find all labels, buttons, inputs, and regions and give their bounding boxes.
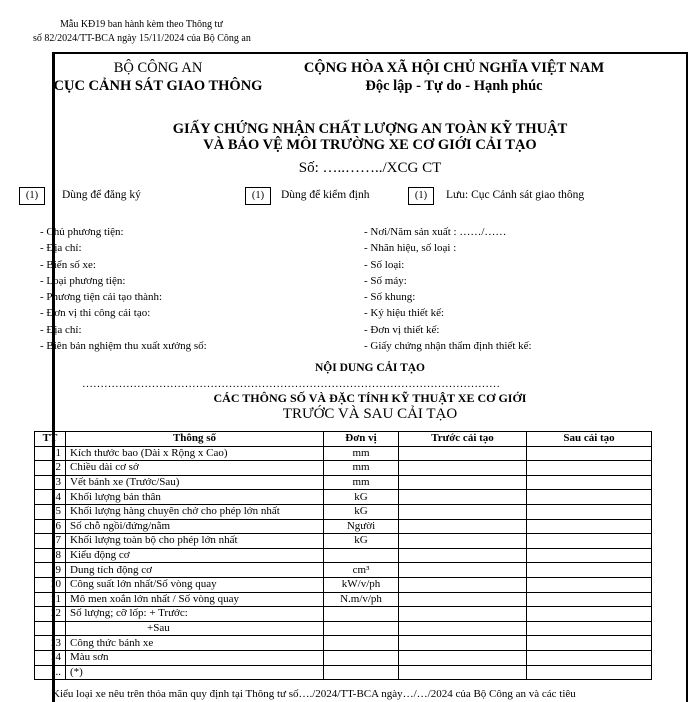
field-modified-into: - Phương tiện cải tạo thành:	[40, 291, 163, 304]
row-before[interactable]	[399, 490, 527, 505]
row-before[interactable]	[399, 548, 527, 563]
row-param: Mô men xoắn lớn nhất / Số vòng quay	[66, 592, 324, 607]
row-before[interactable]	[399, 461, 527, 476]
table-header-row	[35, 432, 652, 447]
row-tt: 5	[35, 504, 66, 519]
row-param: Số lượng; cỡ lốp: + Trước:	[66, 607, 324, 622]
row-param: Màu sơn	[66, 650, 324, 665]
row-after[interactable]	[527, 475, 652, 490]
field-design-unit: - Đơn vị thiết kế:	[364, 323, 440, 336]
row-unit	[324, 621, 399, 636]
row-before[interactable]	[399, 650, 527, 665]
row-param: Khối lượng bản thân	[66, 490, 324, 505]
row-after[interactable]	[527, 548, 652, 563]
field-design-certificate: - Giấy chứng nhận thẩm định thiết kế:	[364, 340, 532, 353]
row-before[interactable]	[399, 563, 527, 578]
field-brand-model: - Nhãn hiệu, số loại :	[364, 242, 457, 255]
row-unit: kG	[324, 504, 399, 519]
field-model-number: - Số loại:	[364, 258, 405, 271]
row-after[interactable]	[527, 534, 652, 549]
table-row	[35, 548, 652, 563]
row-param: Kích thước bao (Dài x Rộng x Cao)	[66, 446, 324, 461]
field-origin-year: - Nơi/Năm sản xuất : ……/……	[364, 226, 507, 238]
table-row	[35, 577, 652, 592]
copy-label-registration: Dùng để đăng ký	[62, 189, 141, 201]
row-tt: 7	[35, 534, 66, 549]
row-tt: 2	[35, 461, 66, 476]
table-row	[35, 621, 652, 636]
row-tt: 10	[35, 577, 66, 592]
row-after[interactable]	[527, 592, 652, 607]
specs-heading-line2: TRƯỚC VÀ SAU CẢI TẠO	[282, 406, 458, 422]
row-after[interactable]	[527, 504, 652, 519]
form-note-line2: số 82/2024/TT-BCA ngày 15/11/2024 của Bộ Công an	[33, 33, 251, 44]
field-owner: - Chủ phương tiện:	[40, 226, 124, 238]
table-row	[35, 490, 652, 505]
row-unit: kG	[324, 534, 399, 549]
table-row	[35, 446, 652, 461]
copy-mark-archive: (1)	[408, 187, 434, 205]
national-name: CỘNG HÒA XÃ HỘI CHỦ NGHĨA VIỆT NAM	[303, 60, 605, 76]
row-param: Công thức bánh xe	[66, 636, 324, 651]
header-tt: TT	[35, 432, 66, 447]
row-unit	[324, 636, 399, 651]
field-acceptance-record: - Biên bản nghiệm thu xuất xưởng số:	[40, 340, 207, 353]
row-tt: ...	[35, 665, 66, 680]
row-before[interactable]	[399, 475, 527, 490]
row-unit: cm³	[324, 563, 399, 578]
header-unit: Đơn vị	[324, 432, 399, 447]
vehicle-fields-right	[364, 224, 532, 354]
table-row	[35, 475, 652, 490]
row-before[interactable]	[399, 592, 527, 607]
row-before[interactable]	[399, 607, 527, 622]
row-param: Kiểu động cơ	[66, 548, 324, 563]
field-chassis-number: - Số khung:	[364, 291, 416, 304]
copy-mark-inspection: (1)	[245, 187, 271, 205]
row-tt: 9	[35, 563, 66, 578]
row-after[interactable]	[527, 461, 652, 476]
row-unit	[324, 665, 399, 680]
row-after[interactable]	[527, 577, 652, 592]
content-dots: ……………………………………………………………………………………………………	[82, 378, 500, 390]
table-row	[35, 519, 652, 534]
row-param: Số chỗ ngồi/đứng/nằm	[66, 519, 324, 534]
table-row	[35, 650, 652, 665]
row-unit: mm	[324, 461, 399, 476]
copy-mark-registration: (1)	[19, 187, 45, 205]
row-tt: 14	[35, 650, 66, 665]
row-after[interactable]	[527, 636, 652, 651]
specs-table	[34, 431, 652, 680]
department-name: CỤC CẢNH SÁT GIAO THÔNG	[53, 78, 263, 94]
row-tt: 8	[35, 548, 66, 563]
header-after: Sau cải tạo	[527, 432, 652, 447]
header-parameter: Thông số	[66, 432, 324, 447]
field-design-code: - Ký hiệu thiết kế:	[364, 307, 445, 320]
vehicle-fields-left	[40, 224, 207, 354]
row-unit: mm	[324, 446, 399, 461]
content-heading: NỘI DUNG CẢI TẠO	[314, 362, 425, 374]
field-engine-number: - Số máy:	[364, 274, 407, 287]
row-before[interactable]	[399, 621, 527, 636]
row-tt: 11	[35, 592, 66, 607]
specs-heading-line1: CÁC THÔNG SỐ VÀ ĐẶC TÍNH KỸ THUẬT XE CƠ GIỚI	[213, 391, 527, 405]
row-after[interactable]	[527, 607, 652, 622]
row-param: Dung tích động cơ	[66, 563, 324, 578]
row-before[interactable]	[399, 534, 527, 549]
row-param: (*)	[66, 665, 324, 680]
field-plate-number: - Biển số xe:	[40, 258, 96, 271]
row-after[interactable]	[527, 621, 652, 636]
table-row	[35, 534, 652, 549]
table-row	[35, 504, 652, 519]
row-before[interactable]	[399, 665, 527, 680]
row-after[interactable]	[527, 665, 652, 680]
ministry-name: BỘ CÔNG AN	[113, 60, 203, 76]
row-after[interactable]	[527, 650, 652, 665]
row-unit: kW/v/ph	[324, 577, 399, 592]
row-tt	[35, 621, 66, 636]
row-param: +Sau	[66, 621, 324, 636]
frame-top-border	[52, 52, 688, 54]
row-before[interactable]	[399, 504, 527, 519]
form-note-line1: Mẫu KĐ19 ban hành kèm theo Thông tư	[60, 19, 223, 30]
document-number: Số: …..……../XCG CT	[298, 160, 442, 176]
table-row	[35, 636, 652, 651]
row-tt: 6	[35, 519, 66, 534]
row-unit: Người	[324, 519, 399, 534]
row-param: Khối lượng toàn bộ cho phép lớn nhất	[66, 534, 324, 549]
row-param: Công suất lớn nhất/Số vòng quay	[66, 577, 324, 592]
row-unit	[324, 607, 399, 622]
field-unit-address: - Địa chỉ:	[40, 323, 82, 336]
row-unit	[324, 548, 399, 563]
row-unit: kG	[324, 490, 399, 505]
row-after[interactable]	[527, 446, 652, 461]
row-before[interactable]	[399, 577, 527, 592]
row-tt: 13	[35, 636, 66, 651]
row-before[interactable]	[399, 446, 527, 461]
compliance-footnote: Kiểu loại xe nêu trên thỏa mãn quy định tại Thông tư số…./2024/TT-BCA ngày…/…/2024 của Bộ Công an và các tiêu	[52, 688, 576, 700]
document-title-line2: VÀ BẢO VỆ MÔI TRƯỜNG XE CƠ GIỚI CẢI TẠO	[203, 137, 537, 153]
table-row	[35, 607, 652, 622]
row-param: Vết bánh xe (Trước/Sau)	[66, 475, 324, 490]
row-before[interactable]	[399, 636, 527, 651]
header-before: Trước cải tạo	[399, 432, 527, 447]
row-after[interactable]	[527, 490, 652, 505]
row-unit: N.m/v/ph	[324, 592, 399, 607]
row-param: Chiều dài cơ sở	[66, 461, 324, 476]
row-tt: 1	[35, 446, 66, 461]
row-tt: 12	[35, 607, 66, 622]
table-row	[35, 461, 652, 476]
copy-label-inspection: Dùng để kiểm định	[281, 189, 370, 201]
table-row	[35, 665, 652, 680]
row-tt: 3	[35, 475, 66, 490]
row-after[interactable]	[527, 563, 652, 578]
row-before[interactable]	[399, 519, 527, 534]
copy-label-archive: Lưu: Cục Cảnh sát giao thông	[446, 189, 585, 201]
table-row	[35, 592, 652, 607]
row-unit	[324, 650, 399, 665]
row-param: Khối lượng hàng chuyên chở cho phép lớn nhất	[66, 504, 324, 519]
field-modification-unit: - Đơn vị thi công cải tạo:	[40, 307, 151, 320]
row-after[interactable]	[527, 519, 652, 534]
field-vehicle-type: - Loại phương tiện:	[40, 274, 126, 287]
national-motto: Độc lập - Tự do - Hạnh phúc	[365, 78, 543, 94]
row-tt: 4	[35, 490, 66, 505]
document-title-line1: GIẤY CHỨNG NHẬN CHẤT LƯỢNG AN TOÀN KỸ THUẬT	[172, 121, 568, 137]
table-row	[35, 563, 652, 578]
row-unit: mm	[324, 475, 399, 490]
field-owner-address: - Địa chỉ:	[40, 242, 82, 255]
